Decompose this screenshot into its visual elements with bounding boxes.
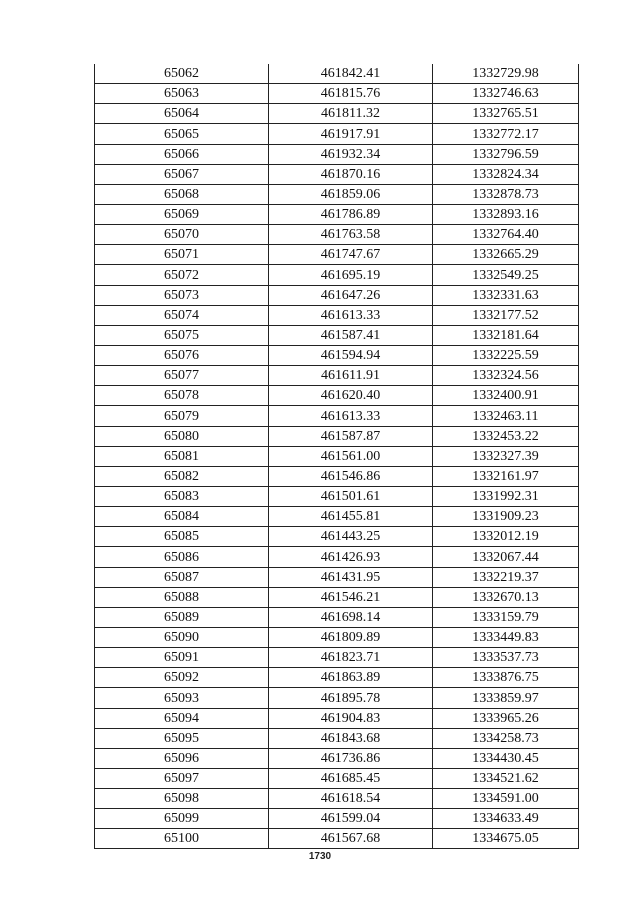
y-coordinate-cell: 1332772.17 xyxy=(433,124,579,144)
x-coordinate-cell: 461863.89 xyxy=(269,668,433,688)
table-row xyxy=(95,668,579,688)
x-coordinate-cell: 461843.68 xyxy=(269,728,433,748)
x-coordinate-cell: 461811.32 xyxy=(269,104,433,124)
x-coordinate-cell: 461426.93 xyxy=(269,547,433,567)
y-coordinate-cell: 1332824.34 xyxy=(433,164,579,184)
y-coordinate-cell: 1333859.97 xyxy=(433,688,579,708)
point-id-cell: 65095 xyxy=(95,728,269,748)
y-coordinate-cell: 1332161.97 xyxy=(433,466,579,486)
table-row xyxy=(95,507,579,527)
point-id-cell: 65094 xyxy=(95,708,269,728)
point-id-cell: 65079 xyxy=(95,406,269,426)
x-coordinate-cell: 461647.26 xyxy=(269,285,433,305)
table-row xyxy=(95,728,579,748)
y-coordinate-cell: 1332331.63 xyxy=(433,285,579,305)
point-id-cell: 65089 xyxy=(95,607,269,627)
point-id-cell: 65067 xyxy=(95,164,269,184)
y-coordinate-cell: 1332463.11 xyxy=(433,406,579,426)
point-id-cell: 65088 xyxy=(95,587,269,607)
point-id-cell: 65083 xyxy=(95,486,269,506)
point-id-cell: 65096 xyxy=(95,748,269,768)
y-coordinate-cell: 1332549.25 xyxy=(433,265,579,285)
table-row xyxy=(95,466,579,486)
x-coordinate-cell: 461815.76 xyxy=(269,84,433,104)
point-id-cell: 65081 xyxy=(95,446,269,466)
table-row xyxy=(95,607,579,627)
point-id-cell: 65076 xyxy=(95,345,269,365)
table-row xyxy=(95,325,579,345)
point-id-cell: 65063 xyxy=(95,84,269,104)
point-id-cell: 65062 xyxy=(95,64,269,84)
x-coordinate-cell: 461455.81 xyxy=(269,507,433,527)
point-id-cell: 65072 xyxy=(95,265,269,285)
y-coordinate-cell: 1333965.26 xyxy=(433,708,579,728)
y-coordinate-cell: 1334675.05 xyxy=(433,829,579,849)
y-coordinate-cell: 1334633.49 xyxy=(433,809,579,829)
table-row xyxy=(95,527,579,547)
table-row xyxy=(95,446,579,466)
table-row xyxy=(95,84,579,104)
x-coordinate-cell: 461618.54 xyxy=(269,789,433,809)
y-coordinate-cell: 1332878.73 xyxy=(433,184,579,204)
x-coordinate-cell: 461620.40 xyxy=(269,386,433,406)
y-coordinate-cell: 1333449.83 xyxy=(433,627,579,647)
y-coordinate-cell: 1331992.31 xyxy=(433,486,579,506)
x-coordinate-cell: 461546.21 xyxy=(269,587,433,607)
y-coordinate-cell: 1334521.62 xyxy=(433,768,579,788)
table-row xyxy=(95,547,579,567)
table-row xyxy=(95,748,579,768)
x-coordinate-cell: 461611.91 xyxy=(269,366,433,386)
point-id-cell: 65086 xyxy=(95,547,269,567)
table-row xyxy=(95,829,579,849)
x-coordinate-cell: 461736.86 xyxy=(269,748,433,768)
point-id-cell: 65092 xyxy=(95,668,269,688)
table-row xyxy=(95,245,579,265)
point-id-cell: 65082 xyxy=(95,466,269,486)
x-coordinate-cell: 461546.86 xyxy=(269,466,433,486)
table-row xyxy=(95,104,579,124)
point-id-cell: 65090 xyxy=(95,627,269,647)
point-id-cell: 65097 xyxy=(95,768,269,788)
table-row xyxy=(95,627,579,647)
y-coordinate-cell: 1331909.23 xyxy=(433,507,579,527)
x-coordinate-cell: 461859.06 xyxy=(269,184,433,204)
x-coordinate-cell: 461567.68 xyxy=(269,829,433,849)
y-coordinate-cell: 1332177.52 xyxy=(433,305,579,325)
x-coordinate-cell: 461613.33 xyxy=(269,305,433,325)
point-id-cell: 65068 xyxy=(95,184,269,204)
table-row xyxy=(95,164,579,184)
y-coordinate-cell: 1332729.98 xyxy=(433,64,579,84)
table-row xyxy=(95,124,579,144)
x-coordinate-cell: 461613.33 xyxy=(269,406,433,426)
table-row xyxy=(95,345,579,365)
y-coordinate-cell: 1332400.91 xyxy=(433,386,579,406)
table-row xyxy=(95,305,579,325)
x-coordinate-cell: 461431.95 xyxy=(269,567,433,587)
coordinate-table-body xyxy=(95,64,579,849)
y-coordinate-cell: 1332219.37 xyxy=(433,567,579,587)
x-coordinate-cell: 461842.41 xyxy=(269,64,433,84)
y-coordinate-cell: 1334591.00 xyxy=(433,789,579,809)
table-row xyxy=(95,486,579,506)
table-row xyxy=(95,768,579,788)
y-coordinate-cell: 1332327.39 xyxy=(433,446,579,466)
table-row xyxy=(95,265,579,285)
point-id-cell: 65084 xyxy=(95,507,269,527)
point-id-cell: 65073 xyxy=(95,285,269,305)
y-coordinate-cell: 1333159.79 xyxy=(433,607,579,627)
x-coordinate-cell: 461594.94 xyxy=(269,345,433,365)
y-coordinate-cell: 1332453.22 xyxy=(433,426,579,446)
table-row xyxy=(95,225,579,245)
table-row xyxy=(95,789,579,809)
point-id-cell: 65077 xyxy=(95,366,269,386)
point-id-cell: 65091 xyxy=(95,648,269,668)
point-id-cell: 65066 xyxy=(95,144,269,164)
x-coordinate-cell: 461870.16 xyxy=(269,164,433,184)
y-coordinate-cell: 1332746.63 xyxy=(433,84,579,104)
x-coordinate-cell: 461747.67 xyxy=(269,245,433,265)
x-coordinate-cell: 461786.89 xyxy=(269,204,433,224)
x-coordinate-cell: 461698.14 xyxy=(269,607,433,627)
table-row xyxy=(95,648,579,668)
coordinate-table xyxy=(94,64,579,849)
x-coordinate-cell: 461443.25 xyxy=(269,527,433,547)
y-coordinate-cell: 1332893.16 xyxy=(433,204,579,224)
y-coordinate-cell: 1332225.59 xyxy=(433,345,579,365)
table-row xyxy=(95,809,579,829)
y-coordinate-cell: 1332765.51 xyxy=(433,104,579,124)
point-id-cell: 65093 xyxy=(95,688,269,708)
x-coordinate-cell: 461685.45 xyxy=(269,768,433,788)
table-row xyxy=(95,406,579,426)
point-id-cell: 65078 xyxy=(95,386,269,406)
y-coordinate-cell: 1332012.19 xyxy=(433,527,579,547)
point-id-cell: 65099 xyxy=(95,809,269,829)
x-coordinate-cell: 461932.34 xyxy=(269,144,433,164)
point-id-cell: 65098 xyxy=(95,789,269,809)
x-coordinate-cell: 461599.04 xyxy=(269,809,433,829)
y-coordinate-cell: 1334430.45 xyxy=(433,748,579,768)
x-coordinate-cell: 461501.61 xyxy=(269,486,433,506)
table-row xyxy=(95,64,579,84)
table-row xyxy=(95,184,579,204)
page-number: 1730 xyxy=(308,851,332,862)
x-coordinate-cell: 461809.89 xyxy=(269,627,433,647)
y-coordinate-cell: 1332067.44 xyxy=(433,547,579,567)
table-row xyxy=(95,567,579,587)
table-row xyxy=(95,386,579,406)
point-id-cell: 65064 xyxy=(95,104,269,124)
y-coordinate-cell: 1332764.40 xyxy=(433,225,579,245)
table-row xyxy=(95,285,579,305)
table-row xyxy=(95,587,579,607)
y-coordinate-cell: 1332181.64 xyxy=(433,325,579,345)
point-id-cell: 65085 xyxy=(95,527,269,547)
x-coordinate-cell: 461587.41 xyxy=(269,325,433,345)
point-id-cell: 65070 xyxy=(95,225,269,245)
point-id-cell: 65100 xyxy=(95,829,269,849)
x-coordinate-cell: 461561.00 xyxy=(269,446,433,466)
x-coordinate-cell: 461904.83 xyxy=(269,708,433,728)
point-id-cell: 65065 xyxy=(95,124,269,144)
point-id-cell: 65069 xyxy=(95,204,269,224)
y-coordinate-cell: 1332665.29 xyxy=(433,245,579,265)
x-coordinate-cell: 461763.58 xyxy=(269,225,433,245)
table-row xyxy=(95,708,579,728)
table-row xyxy=(95,426,579,446)
point-id-cell: 65075 xyxy=(95,325,269,345)
y-coordinate-cell: 1332796.59 xyxy=(433,144,579,164)
x-coordinate-cell: 461587.87 xyxy=(269,426,433,446)
y-coordinate-cell: 1332670.13 xyxy=(433,587,579,607)
table-row xyxy=(95,366,579,386)
x-coordinate-cell: 461695.19 xyxy=(269,265,433,285)
x-coordinate-cell: 461917.91 xyxy=(269,124,433,144)
point-id-cell: 65080 xyxy=(95,426,269,446)
y-coordinate-cell: 1334258.73 xyxy=(433,728,579,748)
point-id-cell: 65087 xyxy=(95,567,269,587)
x-coordinate-cell: 461823.71 xyxy=(269,648,433,668)
table-row xyxy=(95,204,579,224)
point-id-cell: 65074 xyxy=(95,305,269,325)
x-coordinate-cell: 461895.78 xyxy=(269,688,433,708)
point-id-cell: 65071 xyxy=(95,245,269,265)
table-row xyxy=(95,688,579,708)
y-coordinate-cell: 1333537.73 xyxy=(433,648,579,668)
y-coordinate-cell: 1332324.56 xyxy=(433,366,579,386)
y-coordinate-cell: 1333876.75 xyxy=(433,668,579,688)
table-row xyxy=(95,144,579,164)
